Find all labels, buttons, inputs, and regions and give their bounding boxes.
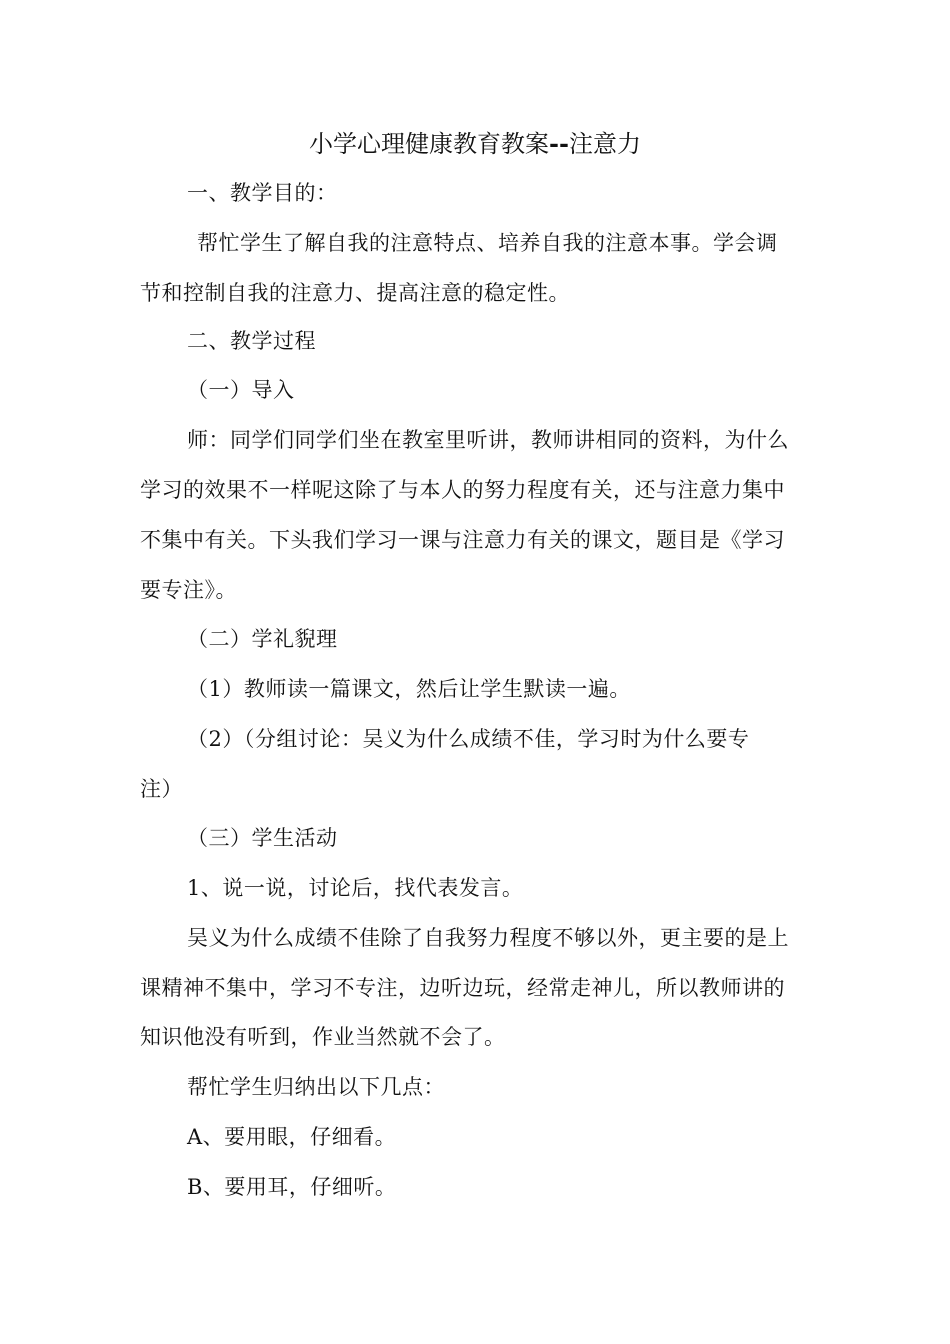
paragraph-line: 帮忙学生了解自我的注意特点、培养自我的注意本事。学会调 (197, 231, 778, 255)
paragraph-line: 知识他没有听到，作业当然就不会了。 (140, 1025, 506, 1049)
title-tail: 注意力 (568, 130, 641, 158)
paragraph-line: 帮忙学生归纳出以下几点： (187, 1075, 445, 1099)
subsection-heading: （二）学礼貎理 (187, 627, 338, 651)
section-heading-process: 二、教学过程 (187, 329, 316, 353)
paragraph-line: 注） (140, 777, 183, 801)
title-main: 小学心理健康教育教案 (309, 130, 550, 158)
list-item: B、要用耳，仔细听。 (187, 1175, 397, 1199)
subsection-heading: （一）导入 (187, 378, 295, 402)
list-item: A、要用眼，仔细看。 (187, 1125, 397, 1149)
paragraph-line: 学习的效果不一样呢这除了与本人的努力程度有关，还与注意力集中 (140, 478, 785, 502)
paragraph-line: 不集中有关。下头我们学习一课与注意力有关的课文，题目是《学习 (140, 528, 785, 552)
document-title (0, 126, 950, 162)
paragraph-line: 师：同学们同学们坐在教室里听讲，教师讲相同的资料，为什么 (187, 428, 789, 452)
list-item: （1）教师读一篇课文，然后让学生默读一遍。 (187, 677, 631, 701)
title-dash: -- (549, 129, 569, 158)
paragraph-line: 吴义为什么成绩不佳除了自我努力程度不够以外，更主要的是上 (187, 926, 789, 950)
section-heading-objective: 一、教学目的： (187, 181, 338, 205)
paragraph-line: 课精神不集中，学习不专注，边听边玩，经常走神儿，所以教师讲的 (140, 976, 785, 1000)
subsection-heading: （三）学生活动 (187, 826, 338, 850)
list-item: 1、说一说，讨论后，找代表发言。 (187, 876, 524, 900)
paragraph-line: 节和控制自我的注意力、提高注意的稳定性。 (140, 281, 570, 305)
paragraph-line: 要专注》。 (140, 578, 237, 602)
list-item: （2）（分组讨论：吴义为什么成绩不佳，学习时为什么要专 (187, 727, 750, 751)
